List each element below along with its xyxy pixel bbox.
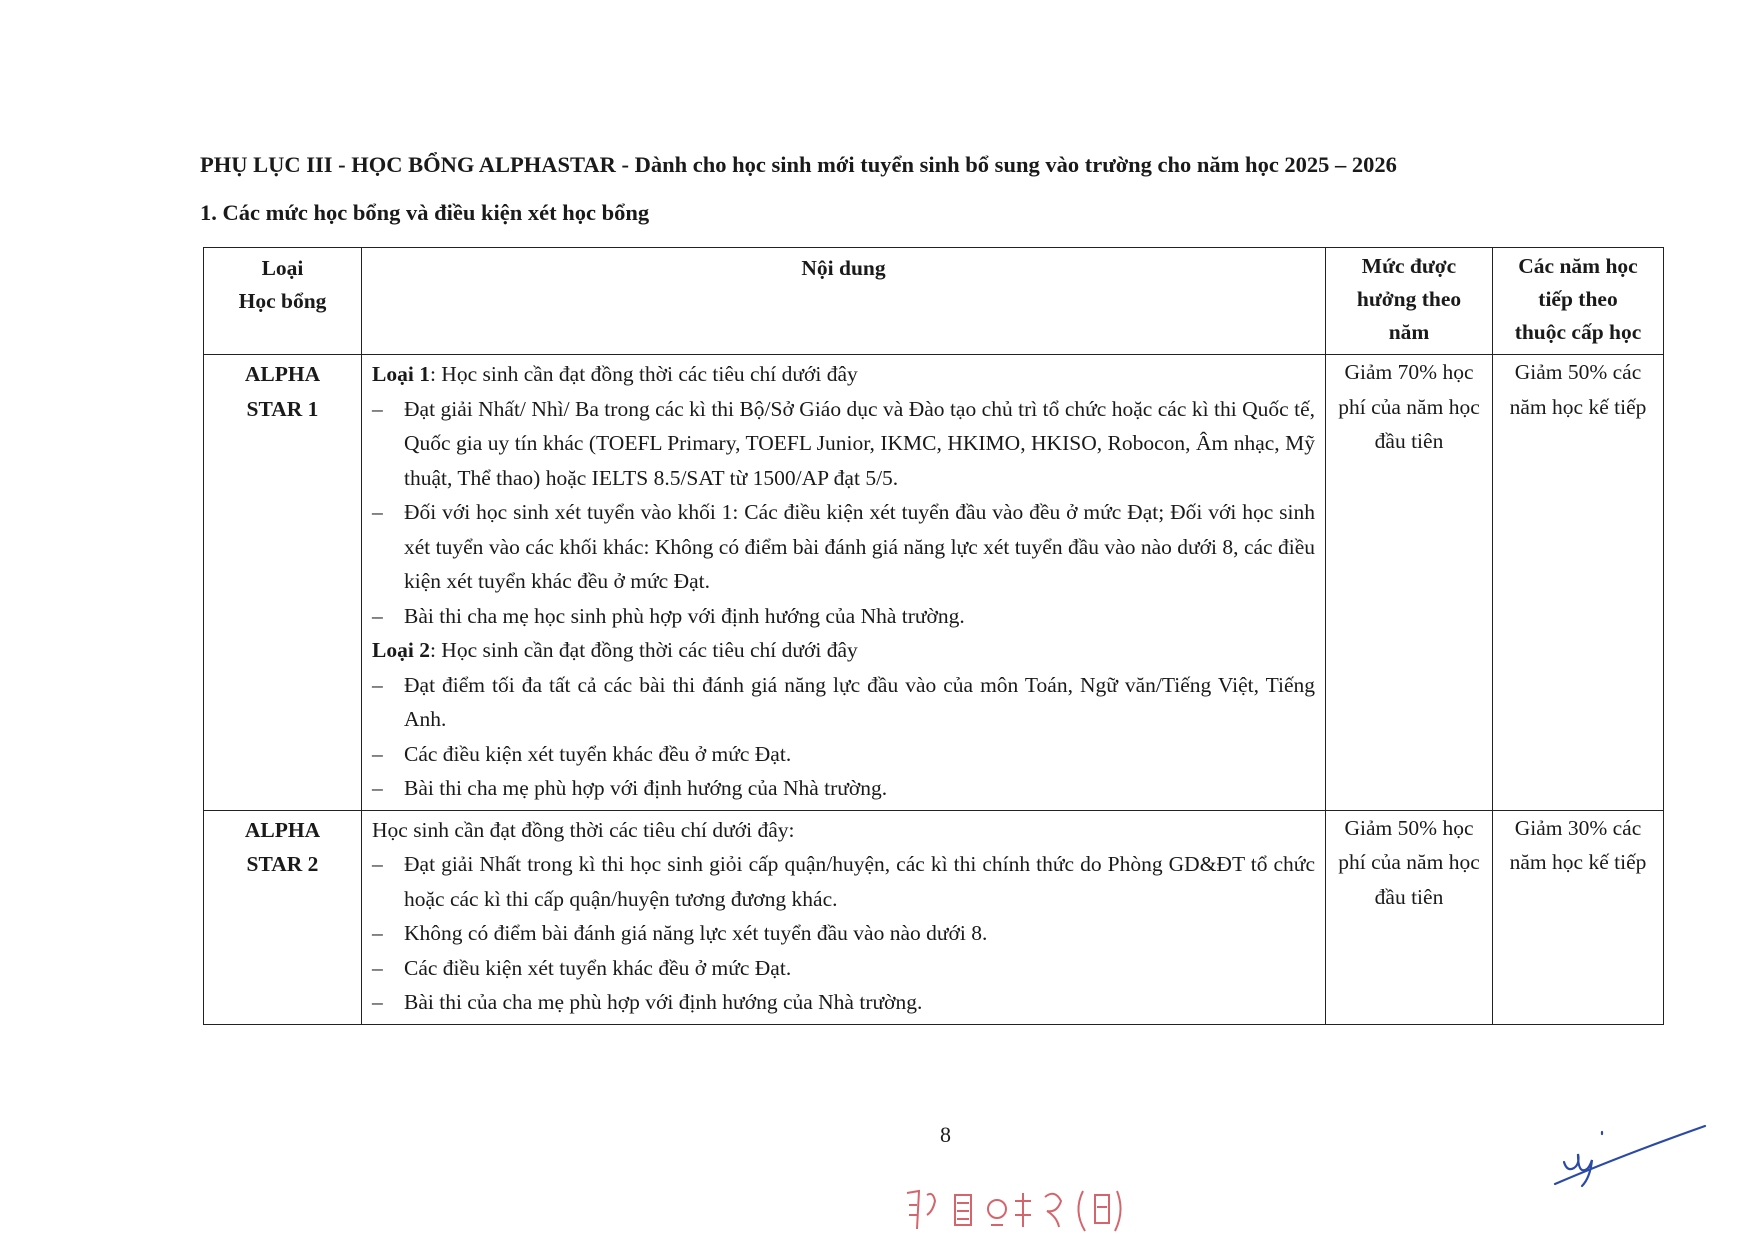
criteria-group-title: Học sinh cần đạt đồng thời các tiêu chí dưới đây: <box>372 817 795 842</box>
criteria-group-title: Loại 2: Học sinh cần đạt đồng thời các tiêu chí dưới đây <box>372 638 858 662</box>
criteria-item: – Bài thi cha mẹ học sinh phù hợp với định hướng của Nhà trường. <box>372 603 965 628</box>
scholarship-type-cell <box>204 355 362 811</box>
page-number: 8 <box>940 1122 951 1147</box>
handwritten-signature-icon <box>1550 1120 1710 1190</box>
header-text: năm <box>1388 320 1430 344</box>
following-years-cell: Giảm 50% các năm học kế tiếp <box>1493 355 1664 811</box>
criteria-item: – Bài thi cha mẹ phù hợp với định hướng của Nhà trường. <box>372 776 888 800</box>
criteria-item: – Đạt giải Nhất/ Nhì/ Ba trong các kì thi Bộ/Sở Giáo dục và Đào tạo chủ trì tổ chức hoặc các kì thi Quốc tế, Quốc gia uy tín khác (TOEFL Primary, TOEFL Junior, IKMC, HKIMO, HKISO, Robocon, Âm nhạc, Mỹ thuật, Thể thao) hoặc IELTS 8.5/SAT từ 1500/AP đạt 5/5. <box>372 396 1315 490</box>
criteria-cell <box>362 810 1326 1024</box>
red-stamp-fragment-icon <box>905 1185 1135 1233</box>
criteria-item: – Đối với học sinh xét tuyển vào khối 1: Các điều kiện xét tuyển đầu vào đều ở mức Đạt; Đối với học sinh xét tuyển vào các khối khác: Không có điểm bài đánh giá năng lực xét tuyển đầu vào nào dưới 8, các điều kiện xét tuyển khác đều ở mức Đạt. <box>372 500 1315 593</box>
yearly-benefit-cell: Giảm 70% học phí của năm học đầu tiên <box>1326 355 1493 811</box>
header-text: tiếp theo <box>1538 287 1618 311</box>
header-text: hưởng theo <box>1356 287 1462 311</box>
scholarship-name: ALPHA <box>244 817 321 842</box>
criteria-item: – Các điều kiện xét tuyển khác đều ở mức Đạt. <box>372 955 792 980</box>
scholarship-name: STAR 2 <box>246 852 319 876</box>
header-text: Học bổng <box>238 289 327 313</box>
header-text: Mức được <box>1361 254 1457 278</box>
yearly-benefit-cell: Giảm 50% học phí của năm học đầu tiên <box>1326 810 1493 1024</box>
header-following-years <box>1493 248 1664 355</box>
criteria-item: – Đạt điểm tối đa tất cả các bài thi đánh giá năng lực đầu vào của môn Toán, Ngữ văn/Tiếng Việt, Tiếng Anh. <box>372 672 1315 731</box>
header-text: thuộc cấp học <box>1514 320 1642 344</box>
section-heading: 1. Các mức học bổng và điều kiện xét học bổng <box>200 200 650 225</box>
scholarship-name: STAR 1 <box>246 396 319 421</box>
scholarship-type-cell <box>204 810 362 1024</box>
criteria-item: – Các điều kiện xét tuyển khác đều ở mức Đạt. <box>372 741 792 766</box>
header-text: Các năm học <box>1518 254 1638 278</box>
table-header-row <box>204 248 1664 355</box>
criteria-item: – Bài thi của cha mẹ phù hợp với định hướng của Nhà trường. <box>372 990 923 1014</box>
scholarship-name: ALPHA <box>244 362 321 386</box>
criteria-cell <box>362 355 1326 811</box>
header-scholarship-type <box>204 248 362 355</box>
criteria-item: – Không có điểm bài đánh giá năng lực xét tuyển đầu vào nào dưới 8. <box>372 921 988 945</box>
header-text: Loại <box>261 256 304 280</box>
criteria-item: – Đạt giải Nhất trong kì thi học sinh giỏi cấp quận/huyện, các kì thi chính thức do Phòng GD&ĐT tổ chức hoặc các kì thi cấp quận/huyện tương đương khác. <box>372 852 1315 911</box>
header-yearly-benefit <box>1326 248 1493 355</box>
appendix-heading: PHỤ LỤC III - HỌC BỔNG ALPHASTAR - Dành cho học sinh mới tuyển sinh bổ sung vào trường cho năm học 2025 – 2026 <box>200 152 1397 177</box>
criteria-group-title: Loại 1: Học sinh cần đạt đồng thời các tiêu chí dưới đây <box>372 362 858 386</box>
scholarship-table <box>203 247 1664 1025</box>
table-row <box>204 810 1664 1024</box>
table-row <box>204 355 1664 811</box>
following-years-cell: Giảm 30% các năm học kế tiếp <box>1493 810 1664 1024</box>
header-content: Nội dung <box>362 248 1326 355</box>
